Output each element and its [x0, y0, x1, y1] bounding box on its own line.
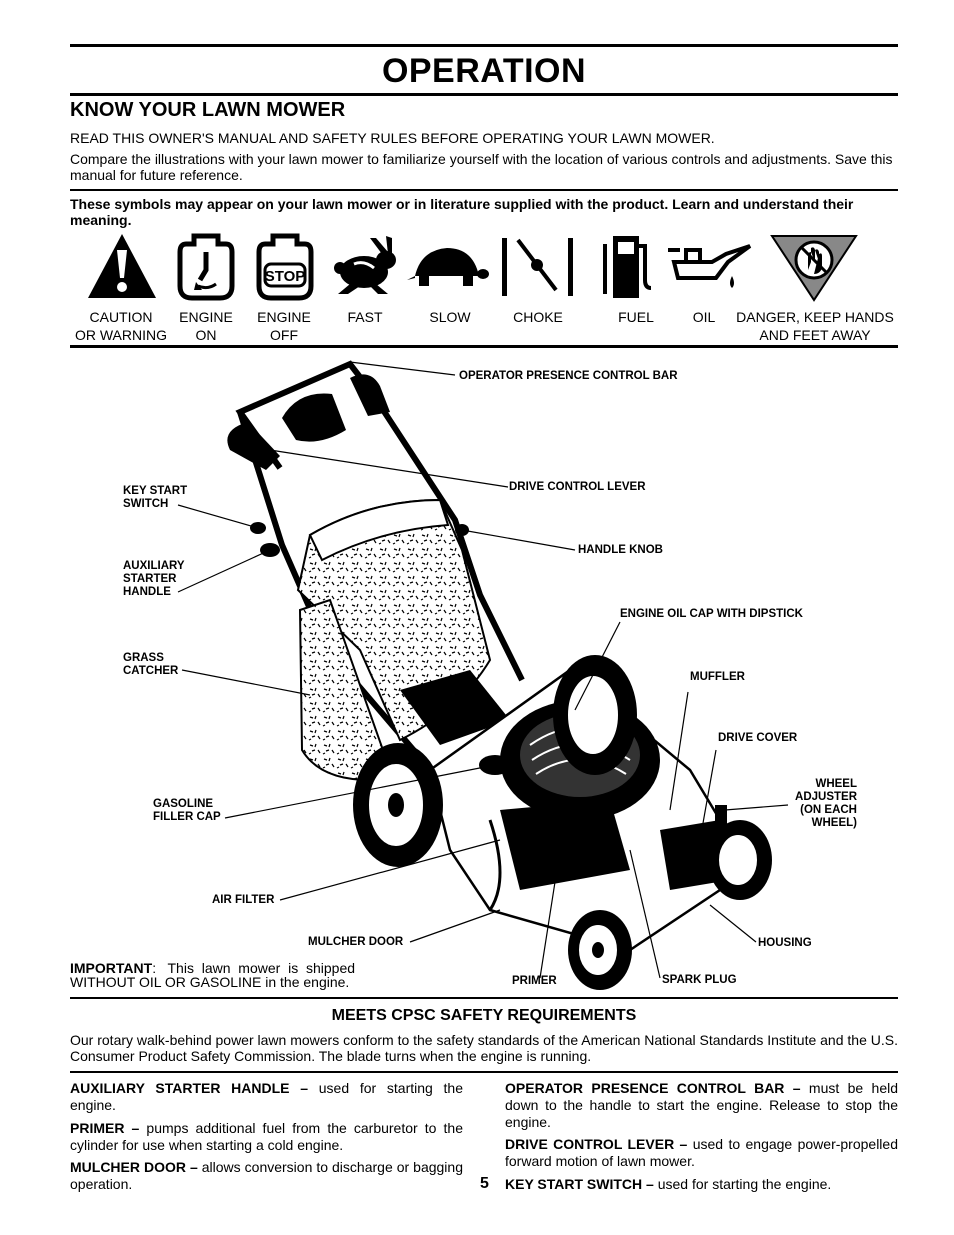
symbol-label-fast: FAST: [347, 309, 383, 325]
symbol-label-keep-hands: DANGER, KEEP HANDS AND FEET AWAY: [736, 309, 894, 343]
engine-off-icon: [255, 232, 315, 302]
important-note: IMPORTANT: This lawn mower is shipped WITHOUT OIL OR GASOLINE in the engine.: [70, 960, 356, 990]
callout-operator-presence-bar: OPERATOR PRESENCE CONTROL BAR: [459, 370, 678, 382]
symbol-label-engine-off: ENGINE OFF: [257, 309, 311, 343]
desc-drive-control-lever: DRIVE CONTROL LEVER – used to engage power-propelled forward motion of lawn mower.: [505, 1136, 898, 1169]
desc-operator-presence-bar: OPERATOR PRESENCE CONTROL BAR – must be held down to the handle to start the engine. Release to stop the engine.: [505, 1080, 898, 1130]
callout-engine-oil-cap: ENGINE OIL CAP WITH DIPSTICK: [620, 608, 803, 620]
wheel-rear-right: [553, 655, 637, 775]
symbol-label-slow: SLOW: [429, 309, 471, 325]
symbol-label-oil: OIL: [692, 309, 716, 325]
cpsc-heading: MEETS CPSC SAFETY REQUIREMENTS: [331, 1007, 637, 1024]
callout-gasoline-filler-cap: GASOLINE FILLER CAP: [153, 798, 221, 823]
desc-auxiliary-starter-handle: AUXILIARY STARTER HANDLE – used for starting the engine.: [70, 1080, 463, 1113]
rabbit-icon: [330, 232, 400, 298]
stop-text: STOP: [264, 268, 306, 285]
caution-triangle-icon: [86, 232, 158, 300]
cpsc-text: Our rotary walk-behind power lawn mowers conform to the safety standards of the American National Standards Institute and the U.S. Consumer Product Safety Commission. The blade turns when the engine is running.: [70, 1032, 898, 1064]
symbol-label-fuel: FUEL: [618, 309, 654, 325]
callout-primer: PRIMER: [512, 975, 557, 987]
callout-auxiliary-starter-handle: AUXILIARY STARTER HANDLE: [123, 560, 185, 598]
divider: [70, 189, 898, 191]
oil-can-icon: [666, 232, 752, 298]
intro-text: Compare the illustrations with your lawn mower to familiarize yourself with the location of various controls and adjustments. Save this manual for future reference.: [70, 151, 893, 183]
symbol-label-engine-on: ENGINE ON: [179, 309, 233, 343]
important-label: IMPORTANT: [70, 960, 153, 976]
engine-on-icon: [176, 232, 236, 302]
lawn-mower-illustration: [70, 350, 898, 998]
symbol-label-caution: CAUTION OR WARNING: [74, 309, 168, 343]
symbols-rule: [70, 345, 898, 348]
top-rule: [70, 44, 898, 47]
wheel-rear-left: [353, 743, 443, 867]
page-number: 5: [480, 1175, 489, 1192]
turtle-icon: [403, 232, 489, 298]
callout-housing: HOUSING: [758, 937, 812, 949]
fuel-pump-icon: [601, 232, 655, 302]
callout-mulcher-door: MULCHER DOOR: [308, 936, 404, 948]
callout-key-start-switch: KEY START SWITCH: [123, 485, 188, 510]
desc-primer: PRIMER – pumps additional fuel from the carburetor to the cylinder for use when starting a cold engine.: [70, 1120, 463, 1153]
keep-hands-away-icon: [770, 232, 860, 302]
symbol-label-choke: CHOKE: [513, 309, 563, 325]
intro-warning: READ THIS OWNER'S MANUAL AND SAFETY RULES BEFORE OPERATING YOUR LAWN MOWER.: [70, 130, 715, 146]
callout-spark-plug: SPARK PLUG: [662, 974, 737, 986]
section-title: KNOW YOUR LAWN MOWER: [70, 99, 346, 121]
descriptions-rule: [70, 1071, 898, 1073]
symbols-intro: These symbols may appear on your lawn mower or in literature supplied with the product. Learn and understand their meaning.: [70, 196, 854, 228]
desc-mulcher-door: MULCHER DOOR – allows conversion to discharge or bagging operation.: [70, 1159, 463, 1192]
callout-drive-cover: DRIVE COVER: [718, 732, 798, 744]
cpsc-rule: [70, 997, 898, 999]
callout-handle-knob: HANDLE KNOB: [578, 544, 663, 556]
choke-icon: [500, 232, 580, 298]
desc-key-start-switch: KEY START SWITCH – used for starting the engine.: [505, 1176, 832, 1192]
wheel-front-left: [568, 910, 632, 990]
callout-air-filter: AIR FILTER: [212, 894, 275, 906]
title-rule: [70, 93, 898, 96]
page-title: OPERATION: [381, 52, 587, 90]
callout-drive-control-lever: DRIVE CONTROL LEVER: [509, 481, 646, 493]
callout-muffler: MUFFLER: [690, 671, 745, 683]
callout-wheel-adjuster: WHEEL ADJUSTER (ON EACH WHEEL): [795, 778, 857, 829]
callout-grass-catcher: GRASS CATCHER: [123, 652, 179, 677]
